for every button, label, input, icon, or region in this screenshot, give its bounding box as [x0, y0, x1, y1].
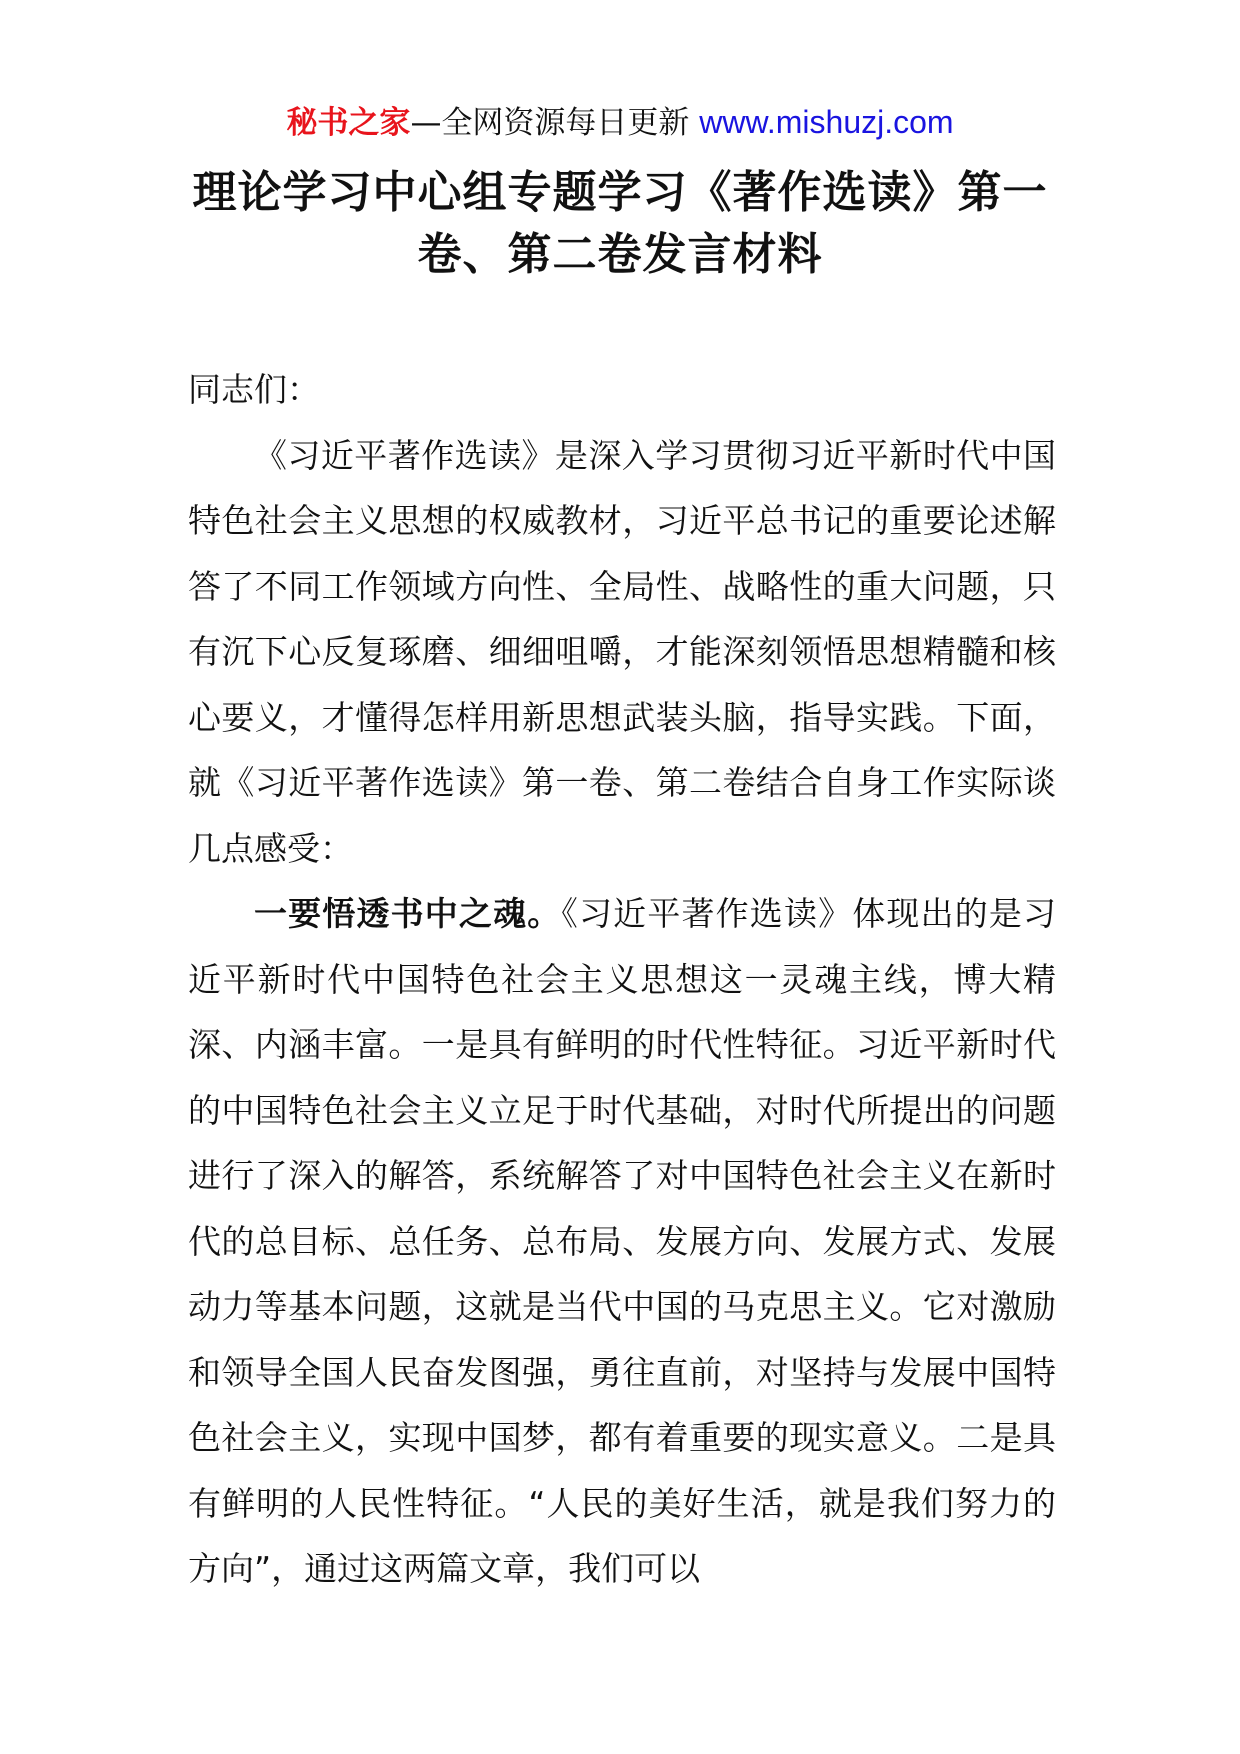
- brand-name: 秘书之家: [286, 105, 411, 141]
- watermark-header: [0, 100, 1240, 145]
- paragraph-point-one: [188, 881, 1056, 1602]
- site-link[interactable]: www.mishuzj.com: [699, 104, 954, 140]
- document-title: 理论学习中心组专题学习《著作选读》第一卷、第二卷发言材料: [192, 167, 1048, 280]
- point-text: 《习近平著作选读》体现出的是习近平新时代中国特色社会主义思想这一灵魂主线，博大精深、内涵丰富。一是具有鲜明的时代性特征。习近平新时代的中国特色社会主义立足于时代基础，对时代所提出的问题进行了深入的解答，系统解答了对中国特色社会主义在新时代的总目标、总任务、总布局、发展方向、发展方式、发展动力等基本问题，这就是当代中国的马克思主义。它对激励和领导全国人民奋发图强，勇往直前，对坚持与发展中国特色社会主义，实现中国梦，都有着重要的现实意义。二是具有鲜明的人民性特征。“人民的美好生活，就是我们努力的方向”，通过这两篇文章，我们可以: [188, 894, 1057, 1588]
- salutation: 同志们：: [188, 370, 320, 409]
- document-body: [188, 357, 1056, 1602]
- paragraph-intro: 《习近平著作选读》是深入学习贯彻习近平新时代中国特色社会主义思想的权威教材，习近平总书记的重要论述解答了不同工作领域方向性、全局性、战略性的重大问题，只有沉下心反复琢磨、细细咀嚼，才能深刻领悟思想精髓和核心要义，才懂得怎样用新思想武装头脑，指导实践。下面，就《习近平著作选读》第一卷、第二卷结合自身工作实际谈几点感受：: [188, 435, 1056, 868]
- header-tagline: —全网资源每日更新: [410, 105, 690, 141]
- point-heading: 一要悟透书中之魂。: [254, 894, 562, 933]
